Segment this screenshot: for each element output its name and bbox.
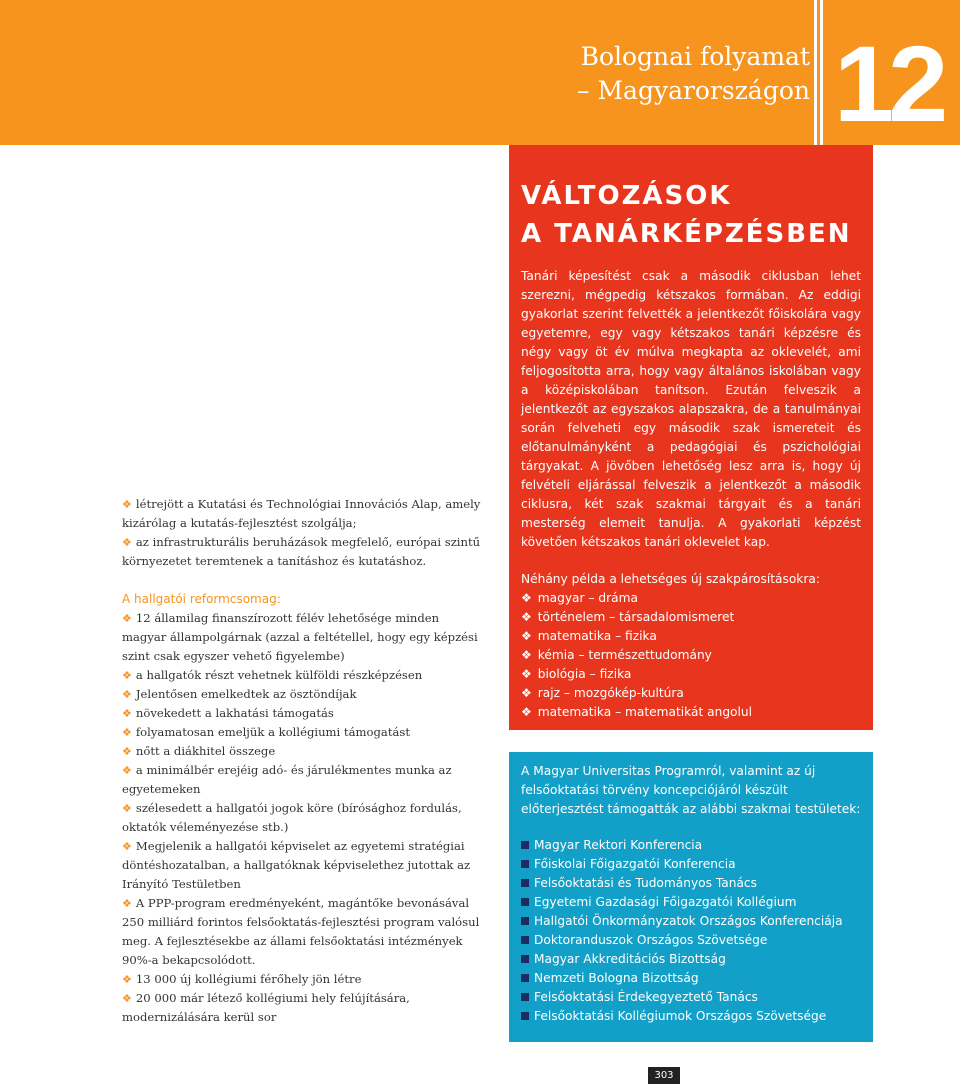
list-item <box>521 931 843 950</box>
subject-pairs-list <box>521 589 866 722</box>
diamond-bullet-icon: ❖ <box>122 897 132 910</box>
diamond-bullet-icon: ❖ <box>521 648 532 662</box>
list-item <box>521 855 843 874</box>
list-item <box>521 665 866 684</box>
list-item-text: létrejött a Kutatási és Technológiai Innovációs Alap, amely kizárólag a kutatás-fejlesztést szolgálja; <box>122 497 481 530</box>
box-body-text: Tanári képesítést csak a második ciklusban lehet szerezni, mégpedig kétszakos formában. Az eddigi gyakorlat szerint felvették a jelentkezőt főiskolára vagy egyetemre, egy vagy kétszakos tanári képzésre és négy vagy öt év múlva megkapta az oklevelét, ami feljogosította arra, hogy vagy általános iskolában vagy a középiskolában tanítson. Ezután felveszik a jelentkezőt az egyszakos alapszakra, de a tanulmányai során felveheti egy második szak ismereteit és előtanulmányként a pedagógiai és pszichológiai tárgyakat. A jövőben lehetőség lesz arra is, hogy új felvételi eljárással felveszik a jelentkezőt a második ciklusra, két szak szakmai tárgyait és a tanári mesterség elemeit tanulja. A gyakorlati képzést követően kétszakos tanári oklevelet kap. <box>521 269 861 549</box>
diamond-bullet-icon: ❖ <box>521 686 532 700</box>
list-item-text: Doktoranduszok Országos Szövetsége <box>534 933 768 947</box>
list-item-text: 12 államilag finanszírozott félév lehetősége minden magyar állampolgárnak (azzal a feltétellel, hogy egy képzési szint csak egyszer vehető figyelembe) <box>122 611 478 663</box>
list-item-text: Hallgatói Önkormányzatok Országos Konferenciája <box>534 914 843 928</box>
chapter-header <box>0 0 960 145</box>
list-item-text: 13 000 új kollégiumi férőhely jön létre <box>135 972 362 986</box>
list-item-text: Megjelenik a hallgatói képviselet az egyetemi stratégiai döntéshozatalban, a hallgatóknak képviselethez jutottak az Irányító Testületben <box>122 839 471 891</box>
list-item <box>521 608 866 627</box>
list-item <box>122 685 484 704</box>
supporting-bodies-intro: A Magyar Universitas Programról, valamint az új felsőoktatási törvény koncepciójáról készült előterjesztést támogatták az alábbi szakmai testületek: <box>521 764 861 816</box>
list-item-text: A PPP-program eredményeként, magántőke bevonásával 250 milliárd forintos felsőoktatás-fejlesztési program valósul meg. A fejlesztésekbe az állami felsőoktatási intézmények 90%-a bekapcsolódott. <box>122 896 480 967</box>
square-bullet-icon <box>521 841 529 849</box>
list-item <box>521 836 843 855</box>
chapter-title-line2: – Magyarországon <box>577 76 810 105</box>
list-item <box>521 950 843 969</box>
square-bullet-icon <box>521 917 529 925</box>
diamond-bullet-icon: ❖ <box>122 688 132 701</box>
diamond-bullet-icon: ❖ <box>122 669 132 682</box>
diamond-bullet-icon: ❖ <box>122 726 132 739</box>
list-item <box>521 1007 843 1026</box>
list-item <box>122 704 484 723</box>
list-item <box>122 609 484 666</box>
list-item-text: 20 000 már létező kollégiumi hely felújítására, modernizálására kerül sor <box>122 991 410 1024</box>
list-item-text: történelem – társadalomismeret <box>537 610 735 624</box>
list-item-text: a minimálbér erejéig adó- és járulékmentes munka az egyetemeken <box>122 763 452 796</box>
chapter-title-line1: Bolognai folyamat <box>580 42 810 71</box>
square-bullet-icon <box>521 936 529 944</box>
diamond-bullet-icon: ❖ <box>122 802 132 815</box>
list-item-text: az infrastrukturális beruházások megfelelő, európai szintű környezetet teremtenek a tanításhoz és kutatáshoz. <box>122 535 481 568</box>
list-item-text: Felsőoktatási Érdekegyeztető Tanács <box>534 990 758 1004</box>
list-item <box>122 894 484 970</box>
subject-pairs-heading: Néhány példa a lehetséges új szakpárosításokra: <box>521 572 820 586</box>
list-item <box>521 969 843 988</box>
left-column-text <box>122 495 484 1027</box>
page-number: 303 <box>648 1067 680 1084</box>
list-item-text: nőtt a diákhitel összege <box>135 744 276 758</box>
box-title-line1: VÁLTOZÁSOK <box>521 181 732 211</box>
list-item-text: folyamatosan emeljük a kollégiumi támogatást <box>135 725 410 739</box>
square-bullet-icon <box>521 860 529 868</box>
list-item-text: szélesedett a hallgatói jogok köre (bírósághoz fordulás, oktatók véleményezése stb.) <box>122 801 462 834</box>
list-item <box>521 684 866 703</box>
list-item <box>122 742 484 761</box>
reform-heading: A hallgatói reformcsomag: <box>122 592 281 606</box>
box-title <box>521 177 852 253</box>
diamond-bullet-icon: ❖ <box>122 707 132 720</box>
supporting-bodies-box <box>509 752 873 1042</box>
chapter-title <box>577 40 810 108</box>
list-item <box>521 627 866 646</box>
list-item <box>122 799 484 837</box>
diamond-bullet-icon: ❖ <box>521 610 532 624</box>
diamond-bullet-icon: ❖ <box>521 705 532 719</box>
header-divider <box>814 0 817 145</box>
list-item <box>122 837 484 894</box>
square-bullet-icon <box>521 879 529 887</box>
list-item <box>521 589 866 608</box>
list-item <box>122 723 484 742</box>
list-item-text: Felsőoktatási és Tudományos Tanács <box>534 876 757 890</box>
box-title-line2: A TANÁRKÉPZÉSBEN <box>521 219 852 249</box>
list-item-text: Magyar Rektori Konferencia <box>534 838 703 852</box>
subject-pairs <box>521 570 866 722</box>
list-item-text: Főiskolai Főigazgatói Konferencia <box>534 857 736 871</box>
list-item <box>122 533 484 571</box>
list-item-text: Egyetemi Gazdasági Főigazgatói Kollégium <box>534 895 797 909</box>
list-item <box>521 988 843 1007</box>
list-item <box>122 495 484 533</box>
square-bullet-icon <box>521 955 529 963</box>
header-divider <box>820 0 823 145</box>
diamond-bullet-icon: ❖ <box>122 973 132 986</box>
list-item <box>521 912 843 931</box>
list-item <box>122 666 484 685</box>
diamond-bullet-icon: ❖ <box>122 764 132 777</box>
list-item-text: Felsőoktatási Kollégiumok Országos Szövetsége <box>534 1009 827 1023</box>
list-item <box>521 874 843 893</box>
teacher-training-box <box>509 145 873 730</box>
diamond-bullet-icon: ❖ <box>521 591 532 605</box>
square-bullet-icon <box>521 1012 529 1020</box>
diamond-bullet-icon: ❖ <box>521 629 532 643</box>
diamond-bullet-icon: ❖ <box>122 840 132 853</box>
list-item-text: matematika – matematikát angolul <box>537 705 753 719</box>
diamond-bullet-icon: ❖ <box>122 498 132 511</box>
diamond-bullet-icon: ❖ <box>122 745 132 758</box>
list-item-text: növekedett a lakhatási támogatás <box>135 706 334 720</box>
list-item-text: rajz – mozgókép-kultúra <box>537 686 684 700</box>
list-item-text: biológia – fizika <box>537 667 632 681</box>
list-item <box>521 703 866 722</box>
diamond-bullet-icon: ❖ <box>122 612 132 625</box>
chapter-number: 12 <box>834 23 943 144</box>
diamond-bullet-icon: ❖ <box>521 667 532 681</box>
list-item-text: magyar – dráma <box>537 591 638 605</box>
list-item-text: a hallgatók részt vehetnek külföldi részképzésen <box>135 668 423 682</box>
square-bullet-icon <box>521 993 529 1001</box>
list-item <box>521 646 866 665</box>
list-item <box>122 970 484 989</box>
list-item-text: Jelentősen emelkedtek az ösztöndíjak <box>135 687 357 701</box>
supporting-bodies-list <box>521 836 843 1026</box>
list-item-text: kémia – természettudomány <box>537 648 712 662</box>
list-item-text: Nemzeti Bologna Bizottság <box>534 971 699 985</box>
list-item-text: Magyar Akkreditációs Bizottság <box>534 952 726 966</box>
list-item <box>122 761 484 799</box>
square-bullet-icon <box>521 898 529 906</box>
diamond-bullet-icon: ❖ <box>122 992 132 1005</box>
box-body <box>521 267 861 552</box>
square-bullet-icon <box>521 974 529 982</box>
list-item-text: matematika – fizika <box>537 629 657 643</box>
list-item <box>122 989 484 1027</box>
diamond-bullet-icon: ❖ <box>122 536 132 549</box>
list-item <box>521 893 843 912</box>
